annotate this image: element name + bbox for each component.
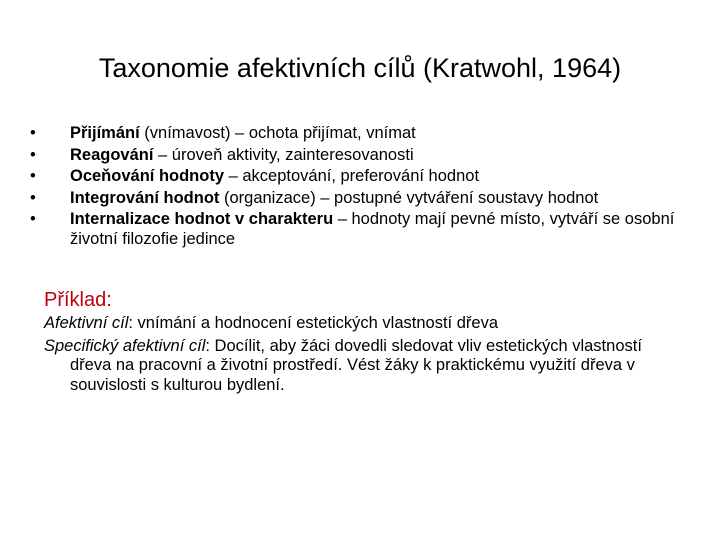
slide-title: Taxonomie afektivních cílů (Kratwohl, 1964) xyxy=(98,53,622,83)
level-term: Reagování xyxy=(70,145,154,164)
example-label: Specifický afektivní cíl xyxy=(44,336,206,355)
list-item xyxy=(30,210,690,249)
example-heading: Příklad: xyxy=(44,289,112,311)
level-term: Přijímání xyxy=(70,124,140,142)
bullet-icon: • xyxy=(30,167,36,185)
example-text: : vnímání a hodnocení estetických vlastností dřeva xyxy=(128,314,498,332)
affective-levels-list xyxy=(30,124,690,251)
example-label: Afektivní cíl xyxy=(44,314,129,332)
bullet-icon: • xyxy=(30,124,36,142)
level-term: Internalizace hodnot v charakteru xyxy=(70,210,334,228)
level-term: Oceňování hodnoty xyxy=(70,167,225,185)
level-description: – úroveň aktivity, zainteresovanosti xyxy=(153,145,414,164)
list-item xyxy=(30,167,690,187)
example-line-specific-goal xyxy=(44,337,674,396)
level-description: – hodnoty mají pevné místo, vytváří se osobní životní filozofie jedince xyxy=(70,210,675,248)
bullet-icon: • xyxy=(30,188,36,207)
bullet-icon: • xyxy=(30,145,36,164)
level-description: (vnímavost) – ochota přijímat, vnímat xyxy=(139,124,416,142)
bullet-icon: • xyxy=(30,210,36,228)
list-item xyxy=(30,146,690,166)
level-description: – akceptování, preferování hodnot xyxy=(224,167,480,185)
example-line-affective-goal xyxy=(44,314,674,334)
list-item xyxy=(30,124,690,144)
level-term: Integrování hodnot xyxy=(70,188,220,207)
level-description: (organizace) – postupné vytváření soustavy hodnot xyxy=(219,188,599,207)
list-item xyxy=(30,189,690,209)
example-block xyxy=(44,314,674,398)
example-text: : Docílit, aby žáci dovedli sledovat vliv estetických vlastností dřeva na pracovní a životní prostředí. Vést žáky k praktickému využití dřeva v souvislosti s kulturou bydlení. xyxy=(70,336,642,394)
